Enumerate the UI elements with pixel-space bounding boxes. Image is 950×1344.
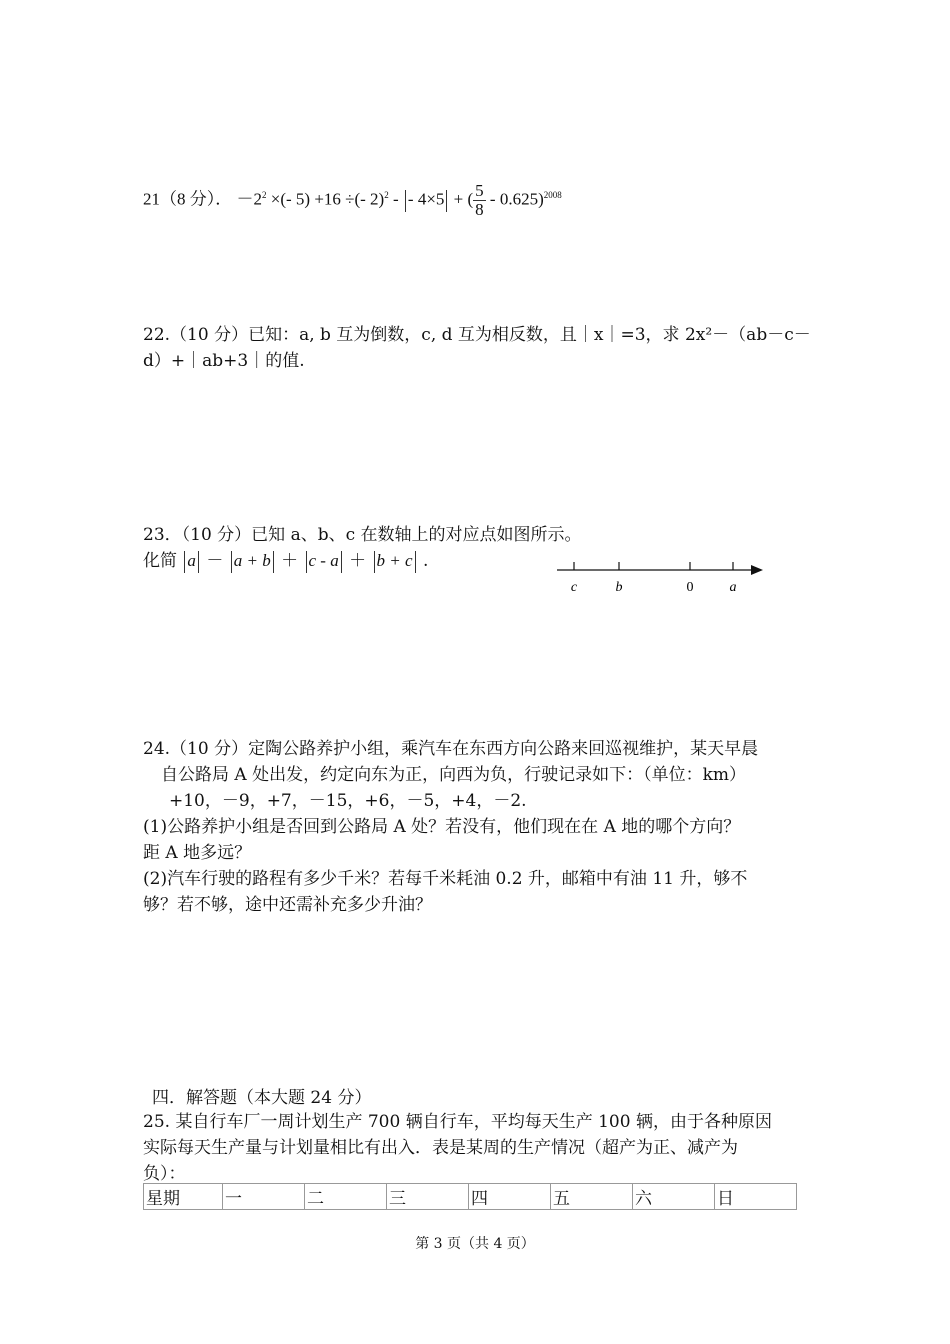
q24-line: (2)汽车行驶的路程有多少千米？若每千米耗油 0.2 升，邮箱中有油 11 升，够不 (143, 869, 748, 889)
abs-bar (306, 551, 307, 573)
fraction-numerator: 5 (475, 181, 484, 201)
abs-bar (341, 551, 342, 573)
q22-line: 22.（10 分）已知：a, b 互为倒数，c, d 互为相反数，且｜x｜=3，求 2x²－（ab－c－ (143, 325, 811, 345)
q23-line: 23．（10 分）已知 a、b、c 在数轴上的对应点如图所示。 (143, 525, 582, 545)
q21-term: - 0.625) (489, 189, 544, 209)
production-table (143, 1183, 797, 1210)
abs-term: a (187, 551, 196, 570)
label-c: c (570, 580, 578, 595)
operator: ＋ (281, 551, 299, 571)
q25-line: 实际每天生产量与计划量相比有出入．表是某周的生产情况（超产为正、减产为 (143, 1138, 738, 1158)
q24-line: 够？若不够，途中还需补充多少升油？ (143, 895, 432, 915)
q25-line: 负）： (143, 1164, 186, 1184)
abs-bar (198, 551, 199, 573)
label-b: b (615, 580, 623, 595)
q21-fraction (473, 182, 486, 219)
question-21 (143, 182, 562, 219)
table-header-cell: 日 (715, 1184, 797, 1210)
label-a: a (729, 580, 737, 595)
q22-line: d）+｜ab+3｜的值. (143, 351, 305, 371)
page-footer: 第 3 页（共 4 页） (415, 1236, 535, 1252)
abs-bar (273, 551, 274, 573)
q21-term: - (392, 189, 403, 209)
q24-line: 距 A 地多远？ (143, 843, 252, 863)
table-header-cell: 五 (551, 1184, 633, 1210)
number-line (555, 552, 770, 600)
abs-bar (405, 190, 406, 212)
arrow-head-icon (751, 565, 763, 575)
question-22 (143, 322, 813, 374)
q24-line: +10，－9，+7，－15，+6，－5，+4，－2. (169, 791, 527, 811)
q21-term: + ( (453, 189, 474, 209)
abs-bar (231, 551, 232, 573)
table-header-cell: 二 (305, 1184, 387, 1210)
abs-bar (184, 551, 185, 573)
q21-exponent: 2008 (543, 190, 562, 200)
q21-abs-content: - 4×5 (407, 189, 445, 209)
abs-bar (374, 551, 375, 573)
table-header-cell: 六 (633, 1184, 715, 1210)
q21-exponent: 2 (384, 190, 389, 200)
fraction-denominator: 8 (475, 200, 484, 220)
simplify-label: 化简 (143, 551, 177, 571)
q21-label: 21（8 分）． (143, 189, 233, 209)
label-0: 0 (686, 580, 694, 595)
q25-line: 25. 某自行车厂一周计划生产 700 辆自行车，平均每天生产 100 辆，由于各种原因 (143, 1112, 772, 1132)
table-header-cell: 星期 (144, 1184, 223, 1210)
abs-term: c - a (308, 551, 339, 570)
question-25 (143, 1109, 823, 1187)
q24-line: 自公路局 A 处出发，约定向东为正，向西为负，行驶记录如下：（单位：km） (161, 765, 747, 785)
abs-term: b + c (376, 551, 413, 570)
q24-line: (1)公路养护小组是否回到公路局 A 处？若没有，他们现在在 A 地的哪个方向？ (143, 817, 741, 837)
table-header-cell: 四 (469, 1184, 551, 1210)
question-24 (143, 736, 823, 918)
q21-term: －2 (236, 189, 262, 209)
abs-bar (446, 190, 447, 212)
q21-exponent: 2 (262, 190, 267, 200)
operator: ＋ (349, 551, 367, 571)
abs-term: a + b (233, 551, 271, 570)
table-row (144, 1184, 797, 1210)
period: . (422, 551, 429, 571)
q21-term: ×(- 5) +16 ÷(- 2) (270, 189, 385, 209)
table-header-cell: 三 (387, 1184, 469, 1210)
table-header-cell: 一 (223, 1184, 305, 1210)
q24-line: 24.（10 分）定陶公路养护小组，乘汽车在东西方向公路来回巡视维护，某天早晨 (143, 739, 759, 759)
operator: － (206, 551, 224, 571)
section-heading: 四．解答题（本大题 24 分） (152, 1088, 372, 1108)
abs-bar (415, 551, 416, 573)
